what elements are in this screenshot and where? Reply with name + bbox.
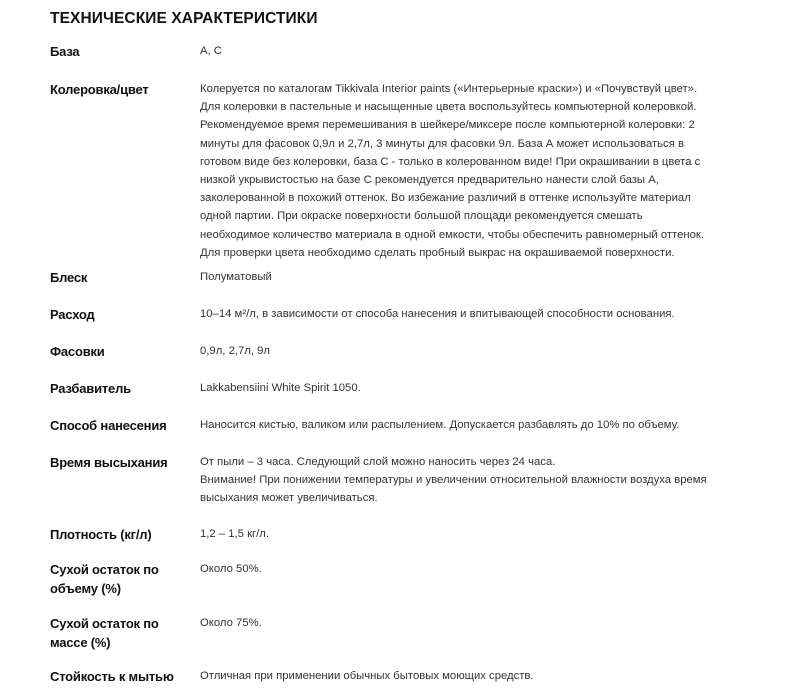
spec-value-line: От пыли – 3 часа. Следующий слой можно наносить через 24 часа.: [200, 456, 556, 468]
spec-label: Сухой остаток по объему (%): [50, 562, 159, 596]
spec-value: [200, 416, 770, 434]
spec-value-line: Около 75%.: [200, 617, 262, 629]
spec-value-line: Полуматовый: [200, 271, 272, 283]
spec-value-line: Наносится кистью, валиком или распылением. Допускается разбавлять до 10% по объему.: [200, 419, 680, 431]
spec-value-line: Отличная при применении обычных бытовых моющих средств.: [200, 670, 534, 682]
spec-label: Стойкость к мытью: [50, 669, 174, 684]
spec-value: [200, 525, 770, 543]
spec-label: Разбавитель: [50, 381, 131, 396]
spec-value: [200, 667, 770, 685]
spec-value-line: одной партии. При окраске поверхности большой площади рекомендуется смешать: [200, 210, 643, 223]
spec-label: Сухой остаток по массе (%): [50, 616, 159, 650]
spec-label: Колеровка/цвет: [50, 82, 149, 97]
spec-value: [200, 268, 770, 286]
spec-label: Фасовки: [50, 344, 105, 359]
spec-value: [200, 342, 770, 360]
section-title: ТЕХНИЧЕСКИЕ ХАРАКТЕРИСТИКИ: [50, 10, 318, 27]
spec-value-line: 10–14 м²/л, в зависимости от способа нанесения и впитывающей способности основания.: [200, 308, 675, 320]
spec-value: [200, 42, 770, 60]
spec-value-line: Внимание! При понижении температуры и увеличении относительной влажности воздуха время: [200, 474, 707, 487]
spec-value-line: минуты для фасовок 0,9л и 2,7л, 3 минуты для фасовки 9л. База А может использоваться в: [200, 137, 684, 150]
spec-value: [200, 305, 770, 323]
spec-value-line: готовом виде без колеровки, база С - только в колерованном виде! При окрашивании в цвета с: [200, 155, 701, 168]
spec-value-line: 1,2 – 1,5 кг/л.: [200, 528, 270, 540]
spec-value-line: А, С: [200, 45, 222, 57]
spec-value-line: Рекомендуемое время перемешивания в шейкере/миксере после компьютерной колеровки: 2: [200, 119, 695, 132]
spec-value-line: Lakkabensiini White Spirit 1050.: [200, 382, 361, 394]
spec-value-line: Для колеровки в пастельные и насыщенные цвета воспользуйтесь компьютерной колеровкой.: [200, 101, 697, 114]
spec-value-line: низкой укрывистостью на базе С рекомендуется предварительно нанести слой базы А,: [200, 174, 659, 187]
spec-value: [200, 80, 770, 262]
spec-label: Время высыхания: [50, 455, 168, 470]
spec-value-line: 0,9л, 2,7л, 9л: [200, 345, 271, 357]
spec-value: [200, 379, 770, 397]
spec-label: Блеск: [50, 270, 88, 285]
spec-value-line: Колеруется по каталогам Tikkivala Interior paints («Интерьерные краски») и «Почувствуй цвет».: [200, 83, 698, 95]
technical-specs-section: [50, 8, 770, 30]
spec-value-line: высыхания может увеличиваться.: [200, 492, 378, 505]
spec-label: База: [50, 44, 80, 59]
spec-label: Способ нанесения: [50, 418, 167, 433]
spec-value: [200, 560, 770, 578]
spec-value: [200, 453, 770, 508]
spec-value-line: Для проверки цвета необходимо сделать пробный выкрас на окрашиваемой поверхности.: [200, 246, 675, 259]
spec-label: Расход: [50, 307, 95, 322]
spec-value-line: заколерованной в похожий оттенок. Во избежание различий в оттенке используйте материал: [200, 192, 691, 205]
spec-label: Плотность (кг/л): [50, 527, 152, 542]
spec-value: [200, 614, 770, 632]
spec-value-line: необходимое количество материала в одной емкости, чтобы обеспечить равномерный оттенок.: [200, 228, 704, 241]
spec-value-line: Около 50%.: [200, 563, 262, 575]
